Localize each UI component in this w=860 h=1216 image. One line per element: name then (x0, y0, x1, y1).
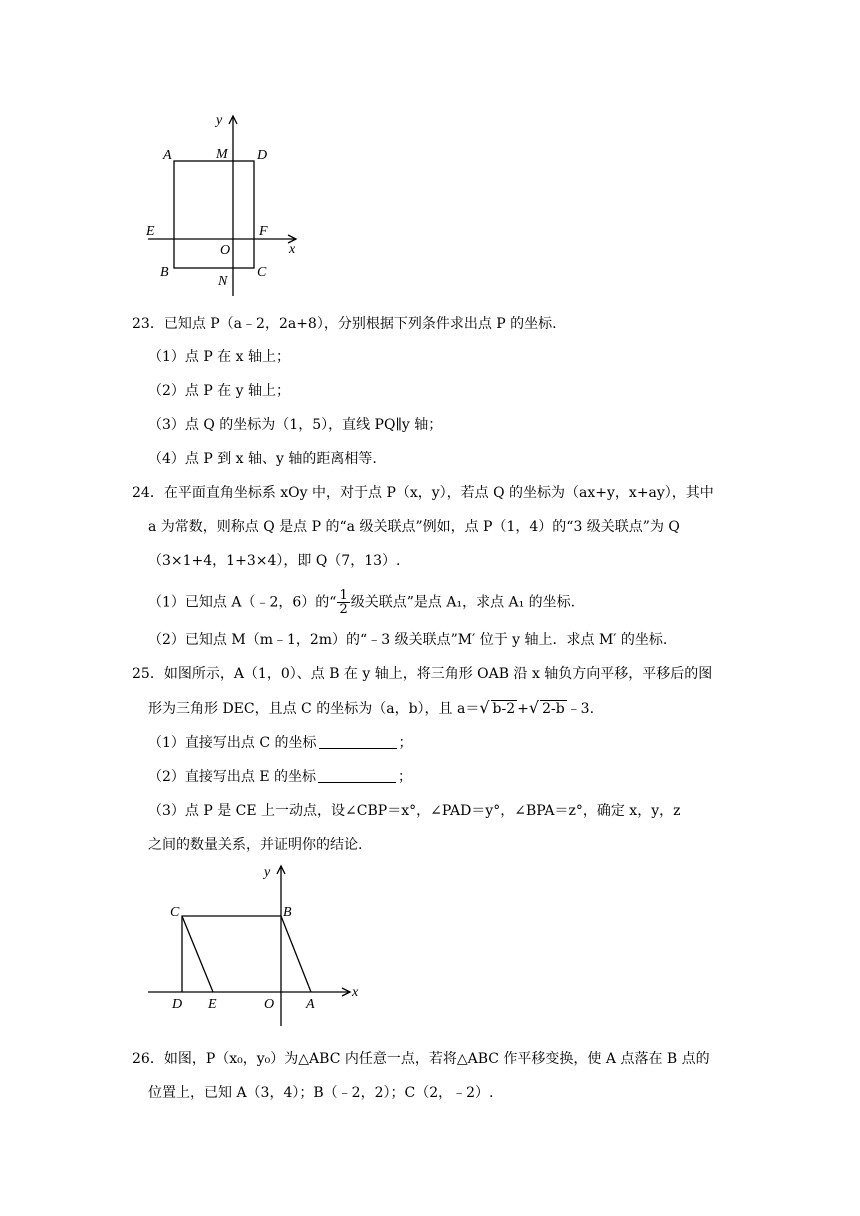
q23-part1: （1）点 P 在 x 轴上； (148, 349, 291, 365)
label-F: F (259, 224, 268, 239)
q24-part2: （2）已知点 M（m﹣1，2m）的“﹣3 级关联点”M′ 位于 y 轴上．求点 M′ 的坐标. (148, 632, 668, 648)
label-E: E (146, 224, 155, 239)
label-B: B (160, 265, 169, 280)
fraction-numerator: 1 (339, 588, 348, 603)
q25-part3-line2: 之间的数量关系，并证明你的结论. (148, 837, 363, 853)
q23-part2: （2）点 P 在 y 轴上； (148, 383, 291, 399)
figure-rectangle-axes (140, 108, 310, 298)
answer-blank-E[interactable] (318, 768, 396, 783)
label-A: A (163, 148, 172, 163)
answer-blank-C[interactable] (319, 734, 397, 749)
q25-part2-end: ； (398, 769, 413, 785)
q23-part4: （4）点 P 到 x 轴、y 轴的距离相等. (148, 451, 377, 467)
label-C: C (170, 905, 180, 920)
segment-CE (182, 916, 213, 992)
figure-translation (140, 858, 370, 1033)
sqrt-sign-icon: √ (528, 698, 540, 717)
fraction-denominator: 2 (339, 602, 348, 617)
label-y: y (216, 113, 223, 128)
label-x: x (352, 985, 359, 1000)
label-E: E (208, 997, 217, 1012)
plus-sign: + (517, 701, 529, 717)
shape-DCBA (182, 916, 311, 992)
label-O: O (220, 243, 231, 258)
sqrt-radicand-2: 2-b (542, 701, 565, 717)
label-O: O (264, 997, 275, 1012)
label-x: x (289, 242, 296, 257)
q25-part3-line1: （3）点 P 是 CE 上一动点，设∠CBP＝x°，∠PAD＝y°，∠BPA＝z°，确定 x，y，z (148, 803, 681, 819)
q25-stem-line2-before: 形为三角形 DEC，且点 C 的坐标为（a，b），且 a＝ (148, 701, 480, 717)
q26-line1: 26．如图，P（x₀，y₀）为△ABC 内任意一点，若将△ABC 作平移变换，使 A 点落在 B 点的 (132, 1051, 710, 1067)
q24-part1 (148, 589, 575, 616)
q25-stem-line1: 25．如图所示，A（1，0）、点 B 在 y 轴上，将三角形 OAB 沿 x 轴负方向平移，平移后的图 (132, 666, 713, 682)
q23-part3: （3）点 Q 的坐标为（1，5），直线 PQ∥y 轴； (148, 417, 443, 433)
label-D: D (172, 997, 183, 1012)
q25-part1-text: （1）直接写出点 C 的坐标 (148, 735, 317, 751)
q23-stem: 23．已知点 P（a﹣2，2a+8），分别根据下列条件求出点 P 的坐标. (132, 316, 557, 332)
label-C: C (257, 265, 267, 280)
label-D: D (257, 148, 268, 163)
q25-stem-line2 (148, 698, 594, 719)
label-B: B (283, 905, 292, 920)
q24-part1-after: 级关联点”是点 A₁，求点 A₁ 的坐标. (350, 594, 576, 611)
q26-line2: 位置上，已知 A（3，4）；B（﹣2，2）；C（2，﹣2）. (148, 1085, 494, 1101)
q25-part2-text: （2）直接写出点 E 的坐标 (148, 769, 317, 785)
q24-part1-before: （1）已知点 A（﹣2，6）的“ (148, 594, 337, 611)
q24-stem-line1: 24．在平面直角坐标系 xOy 中，对于点 P（x，y），若点 Q 的坐标为（ax+y，x+ay），其中 (132, 485, 714, 501)
q25-stem-line2-after: ﹣3. (566, 701, 595, 717)
rectangle-ABCD (174, 161, 254, 268)
q24-stem-line3: （3×1+4，1+3×4），即 Q（7，13）. (148, 553, 401, 569)
sqrt-sign-icon: √ (479, 698, 490, 717)
label-N: N (218, 274, 228, 289)
q25-part1-end: ； (398, 735, 413, 751)
label-y: y (264, 865, 271, 880)
q25-part1 (148, 733, 413, 753)
label-M: M (216, 147, 228, 162)
q24-stem-line2: a 为常数，则称点 Q 是点 P 的“a 级关联点”例如，点 P（1，4）的“3 级关联点”为 Q (148, 519, 680, 535)
label-A: A (306, 997, 315, 1012)
q25-part2 (148, 767, 412, 787)
fraction-one-half (337, 589, 349, 616)
sqrt-radicand-1: b-2 (492, 701, 516, 717)
